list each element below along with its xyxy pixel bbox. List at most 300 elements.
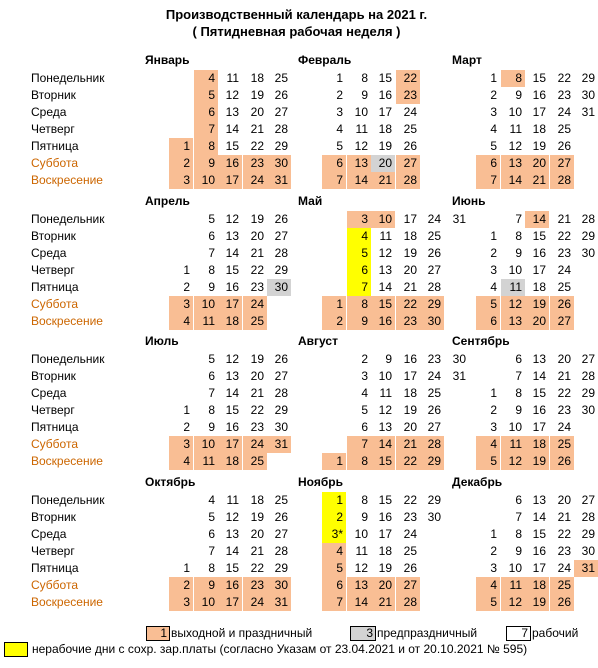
day-cell: 12 (225, 352, 239, 366)
day-cell: 2 (169, 155, 193, 172)
day-cell: 20 (371, 577, 395, 594)
day-cell: 16 (532, 246, 546, 260)
day-cell: 29 (274, 561, 288, 575)
day-cell: 11 (501, 577, 525, 594)
day-cell: 26 (550, 453, 574, 470)
day-cell: 12 (378, 403, 392, 417)
day-cell: 28 (274, 544, 288, 558)
day-cell: 2 (322, 313, 346, 330)
day-cell: 2 (336, 88, 343, 102)
day-cell: 19 (378, 139, 392, 153)
day-cell: 28 (581, 212, 595, 226)
month-name: Май (298, 194, 323, 208)
day-cell: 13 (378, 420, 392, 434)
day-cell: 4 (490, 122, 497, 136)
day-cell: 25 (550, 436, 574, 453)
day-cell: 6 (515, 493, 522, 507)
month-name: Ноябрь (298, 475, 343, 489)
day-cell: 4 (476, 577, 500, 594)
day-cell: 26 (274, 88, 288, 102)
day-cell: 5 (347, 245, 371, 262)
weekday-label: Среда (31, 386, 67, 400)
weekday-label: Суббота (31, 156, 78, 170)
day-cell: 28 (274, 386, 288, 400)
day-cell: 6 (515, 352, 522, 366)
day-cell: 21 (403, 280, 417, 294)
day-cell: 10 (194, 436, 218, 453)
day-cell: 7 (515, 510, 522, 524)
day-cell: 1 (490, 386, 497, 400)
day-cell: 2 (322, 509, 346, 526)
day-cell: 27 (274, 229, 288, 243)
day-cell: 29 (274, 403, 288, 417)
day-cell: 23 (557, 403, 571, 417)
day-cell: 18 (532, 280, 546, 294)
day-cell: 23 (557, 246, 571, 260)
day-cell: 13 (225, 229, 239, 243)
day-cell: 9 (208, 420, 215, 434)
day-cell: 11 (226, 493, 239, 507)
weekday-label: Воскресение (31, 595, 103, 609)
day-cell: 4 (322, 543, 346, 560)
day-cell: 22 (557, 386, 571, 400)
day-cell: 5 (476, 594, 500, 611)
month-name: Август (298, 334, 338, 348)
day-cell: 8 (361, 493, 368, 507)
day-cell: 11 (194, 453, 218, 470)
day-cell: 13 (378, 263, 392, 277)
day-cell: 27 (274, 527, 288, 541)
day-cell: 1 (322, 453, 346, 470)
day-cell: 26 (427, 403, 441, 417)
day-cell: 10 (194, 594, 218, 611)
day-cell: 30 (420, 313, 444, 330)
day-cell: 17 (403, 212, 417, 226)
day-cell: 22 (250, 403, 264, 417)
day-cell: 25 (243, 453, 267, 470)
day-cell: 17 (218, 172, 242, 189)
day-cell: 16 (532, 544, 546, 558)
day-cell: 5 (208, 352, 215, 366)
day-cell: 21 (371, 594, 395, 611)
day-cell: 12 (225, 212, 239, 226)
day-cell: 7 (208, 544, 215, 558)
day-cell: 11 (194, 313, 218, 330)
day-cell: 12 (354, 561, 368, 575)
day-cell: 18 (525, 577, 549, 594)
weekday-label: Понедельник (31, 352, 105, 366)
day-cell: 2 (361, 352, 368, 366)
day-cell: 3 (169, 172, 193, 189)
day-cell: 27 (581, 352, 595, 366)
day-cell: 24 (243, 172, 267, 189)
day-cell: 17 (378, 105, 392, 119)
day-cell: 19 (403, 403, 417, 417)
day-cell: 10 (508, 420, 522, 434)
weekday-label: Понедельник (31, 71, 105, 85)
day-cell: 24 (243, 296, 267, 313)
day-cell: 15 (371, 453, 395, 470)
day-cell: 20 (371, 155, 395, 172)
day-cell: 19 (525, 453, 549, 470)
day-cell: 14 (378, 280, 392, 294)
legend-working-swatch: 7 (506, 626, 531, 641)
day-cell: 21 (525, 172, 549, 189)
day-cell: 9 (361, 88, 368, 102)
day-cell: 23 (250, 420, 264, 434)
day-cell: 9 (515, 403, 522, 417)
day-cell: 13 (225, 527, 239, 541)
day-cell: 27 (427, 263, 441, 277)
day-cell: 2 (490, 88, 497, 102)
day-cell: 5 (208, 510, 215, 524)
month-name: Сентябрь (452, 334, 510, 348)
day-cell: 8 (501, 70, 525, 87)
day-cell: 25 (403, 122, 417, 136)
day-cell: 1 (183, 403, 190, 417)
day-cell: 14 (225, 544, 239, 558)
day-cell: 29 (274, 263, 288, 277)
day-cell: 23 (557, 544, 571, 558)
weekday-label: Пятница (31, 139, 79, 153)
day-cell: 25 (274, 493, 288, 507)
day-cell: 29 (581, 386, 595, 400)
day-cell: 14 (501, 172, 525, 189)
day-cell: 6 (322, 577, 346, 594)
day-cell: 7 (208, 386, 215, 400)
day-cell: 12 (501, 594, 525, 611)
day-cell: 17 (532, 561, 546, 575)
day-cell: 15 (225, 139, 239, 153)
day-cell: 29 (581, 527, 595, 541)
day-cell: 3 (336, 105, 343, 119)
day-cell: 8 (515, 386, 522, 400)
day-cell: 26 (557, 139, 571, 153)
day-cell: 27 (274, 105, 288, 119)
weekday-label: Среда (31, 246, 67, 260)
day-cell: 10 (354, 105, 368, 119)
day-cell: 31 (267, 436, 291, 453)
day-cell: 4 (347, 228, 371, 245)
day-cell: 10 (508, 105, 522, 119)
day-cell: 27 (427, 420, 441, 434)
day-cell: 18 (403, 386, 417, 400)
day-cell: 7 (208, 246, 215, 260)
legend-holiday-swatch: 1 (146, 626, 170, 641)
day-cell: 30 (267, 155, 291, 172)
day-cell: 27 (396, 155, 420, 172)
day-cell: 10 (371, 211, 395, 228)
day-cell: 21 (250, 246, 264, 260)
month-name: Март (452, 53, 482, 67)
day-cell: 20 (250, 105, 264, 119)
day-cell: 1 (490, 527, 497, 541)
day-cell: 1 (183, 561, 190, 575)
day-cell: 25 (557, 122, 571, 136)
day-cell: 7 (322, 594, 346, 611)
day-cell: 21 (396, 436, 420, 453)
day-cell: 28 (581, 510, 595, 524)
day-cell: 16 (225, 420, 239, 434)
weekday-label: Вторник (31, 369, 76, 383)
day-cell: 16 (532, 403, 546, 417)
day-cell: 13 (347, 155, 371, 172)
day-cell: 17 (218, 594, 242, 611)
day-cell: 15 (532, 229, 546, 243)
day-cell: 11 (379, 386, 392, 400)
day-cell: 18 (525, 436, 549, 453)
day-cell: 26 (274, 510, 288, 524)
day-cell: 3 (490, 420, 497, 434)
day-cell: 26 (403, 139, 417, 153)
day-cell: 25 (403, 544, 417, 558)
day-cell: 19 (532, 139, 546, 153)
weekday-label: Четверг (31, 263, 75, 277)
day-cell: 15 (532, 386, 546, 400)
day-cell: 22 (396, 453, 420, 470)
day-cell: 23 (250, 280, 264, 294)
day-cell: 1 (322, 296, 346, 313)
day-cell: 27 (550, 155, 574, 172)
weekday-label: Четверг (31, 544, 75, 558)
day-cell: 24 (243, 436, 267, 453)
day-cell: 31 (452, 212, 466, 226)
day-cell: 8 (347, 296, 371, 313)
day-cell: 25 (243, 313, 267, 330)
day-cell: 19 (525, 594, 549, 611)
day-cell: 3 (490, 263, 497, 277)
day-cell: 24 (403, 527, 417, 541)
day-cell: 17 (532, 420, 546, 434)
day-cell: 6 (322, 155, 346, 172)
day-cell: 18 (218, 313, 242, 330)
day-cell: 16 (218, 155, 242, 172)
day-cell: 28 (427, 280, 441, 294)
day-cell: 7 (515, 369, 522, 383)
day-cell: 6 (476, 155, 500, 172)
day-cell: 18 (532, 122, 546, 136)
day-cell: 6 (208, 229, 215, 243)
day-cell: 21 (557, 369, 571, 383)
day-cell: 6 (347, 262, 371, 279)
day-cell: 17 (532, 105, 546, 119)
day-cell: 4 (169, 453, 193, 470)
day-cell: 22 (250, 561, 264, 575)
day-cell: 31 (574, 560, 598, 577)
day-cell: 4 (194, 70, 218, 87)
day-cell: 30 (452, 352, 466, 366)
day-cell: 28 (274, 246, 288, 260)
day-cell: 14 (225, 122, 239, 136)
day-cell: 30 (581, 88, 595, 102)
day-cell: 21 (557, 212, 571, 226)
day-cell: 5 (208, 212, 215, 226)
day-cell: 4 (336, 122, 343, 136)
day-cell: 16 (225, 280, 239, 294)
day-cell: 25 (427, 386, 441, 400)
day-cell: 18 (378, 122, 392, 136)
day-cell: 3 (361, 369, 368, 383)
day-cell: 1 (322, 492, 346, 509)
day-cell: 8 (194, 138, 218, 155)
day-cell: 24 (427, 212, 441, 226)
day-cell: 12 (501, 296, 525, 313)
day-cell: 15 (225, 561, 239, 575)
day-cell: 19 (250, 352, 264, 366)
day-cell: 12 (354, 139, 368, 153)
day-cell: 31 (267, 172, 291, 189)
day-cell: 23 (403, 510, 417, 524)
day-cell: 20 (525, 313, 549, 330)
day-cell: 24 (557, 263, 571, 277)
day-cell: 4 (169, 313, 193, 330)
legend-holiday-label: выходной и праздничный (171, 626, 313, 640)
day-cell: 26 (274, 212, 288, 226)
day-cell: 23 (427, 352, 441, 366)
weekday-label: Четверг (31, 122, 75, 136)
day-cell: 22 (557, 229, 571, 243)
day-cell: 16 (532, 88, 546, 102)
month-name: Апрель (145, 194, 190, 208)
day-cell: 22 (396, 70, 420, 87)
day-cell: 13 (501, 155, 525, 172)
day-cell: 30 (581, 246, 595, 260)
legend-nonworking-label: нерабочие дни с сохр. зар.платы (согласно Указам от 23.04.2021 и от 20.10.2021 № 595) (32, 642, 528, 656)
day-cell: 31 (452, 369, 466, 383)
day-cell: 4 (476, 436, 500, 453)
day-cell: 12 (225, 510, 239, 524)
day-cell: 11 (501, 279, 525, 296)
day-cell: 14 (371, 436, 395, 453)
day-cell: 22 (396, 296, 420, 313)
day-cell: 23 (243, 577, 267, 594)
day-cell: 14 (532, 510, 546, 524)
day-cell: 13 (225, 105, 239, 119)
day-cell: 16 (371, 313, 395, 330)
day-cell: 19 (250, 510, 264, 524)
day-cell: 7 (515, 212, 522, 226)
day-cell: 20 (250, 527, 264, 541)
day-cell: 25 (427, 229, 441, 243)
day-cell: 30 (427, 510, 441, 524)
weekday-label: Пятница (31, 420, 79, 434)
day-cell: 17 (378, 527, 392, 541)
legend-preholiday-label: предпраздничный (377, 626, 478, 640)
day-cell: 2 (169, 577, 193, 594)
day-cell: 3 (490, 561, 497, 575)
day-cell: 31 (267, 594, 291, 611)
day-cell: 7 (347, 279, 371, 296)
day-cell: 24 (557, 420, 571, 434)
day-cell: 3 (347, 211, 371, 228)
day-cell: 29 (581, 229, 595, 243)
day-cell: 4 (490, 280, 497, 294)
day-cell: 4 (208, 493, 215, 507)
day-cell: 23 (243, 155, 267, 172)
weekday-label: Суббота (31, 437, 78, 451)
day-cell: 1 (183, 263, 190, 277)
day-cell: 8 (208, 263, 215, 277)
day-cell: 13 (347, 577, 371, 594)
day-cell: 7 (347, 436, 371, 453)
day-cell: 2 (490, 403, 497, 417)
day-cell: 29 (427, 493, 441, 507)
weekday-label: Воскресение (31, 314, 103, 328)
day-cell: 12 (225, 88, 239, 102)
day-cell: 26 (403, 561, 417, 575)
day-cell: 26 (274, 352, 288, 366)
day-cell: 12 (508, 139, 522, 153)
day-cell: 2 (490, 246, 497, 260)
day-cell: 29 (581, 71, 595, 85)
day-cell: 16 (218, 577, 242, 594)
day-cell: 18 (250, 493, 264, 507)
day-cell: 31 (581, 105, 595, 119)
month-name: Февраль (298, 53, 352, 67)
day-cell: 14 (525, 211, 549, 228)
day-cell: 16 (403, 352, 417, 366)
day-cell: 18 (218, 453, 242, 470)
day-cell: 22 (403, 493, 417, 507)
day-cell: 3 (490, 105, 497, 119)
day-cell: 5 (490, 139, 497, 153)
day-cell: 21 (557, 510, 571, 524)
day-cell: 13 (532, 493, 546, 507)
day-cell: 18 (403, 229, 417, 243)
day-cell: 11 (355, 122, 368, 136)
day-cell: 2 (183, 420, 190, 434)
day-cell: 24 (557, 105, 571, 119)
day-cell: 20 (557, 352, 571, 366)
day-cell: 19 (250, 88, 264, 102)
day-cell: 30 (274, 420, 288, 434)
month-name: Январь (145, 53, 190, 67)
day-cell: 19 (378, 561, 392, 575)
day-cell: 24 (243, 594, 267, 611)
day-cell: 27 (550, 313, 574, 330)
day-cell: 11 (509, 122, 522, 136)
day-cell: 17 (532, 263, 546, 277)
day-cell: 14 (532, 369, 546, 383)
weekday-label: Вторник (31, 88, 76, 102)
day-cell: 14 (347, 594, 371, 611)
day-cell: 9 (194, 155, 218, 172)
day-cell: 22 (557, 71, 571, 85)
day-cell: 5 (194, 87, 218, 104)
month-name: Декабрь (452, 475, 503, 489)
day-cell: 15 (532, 71, 546, 85)
day-cell: 6 (208, 369, 215, 383)
day-cell: 16 (378, 510, 392, 524)
day-cell: 30 (581, 403, 595, 417)
day-cell: 5 (476, 296, 500, 313)
day-cell: 21 (250, 386, 264, 400)
day-cell: 14 (225, 386, 239, 400)
weekday-label: Понедельник (31, 493, 105, 507)
day-cell: 11 (226, 71, 239, 85)
weekday-label: Воскресение (31, 454, 103, 468)
day-cell: 6 (476, 313, 500, 330)
day-cell: 21 (250, 122, 264, 136)
weekday-label: Четверг (31, 403, 75, 417)
day-cell: 8 (208, 561, 215, 575)
day-cell: 28 (420, 436, 444, 453)
day-cell: 23 (557, 88, 571, 102)
day-cell: 9 (515, 246, 522, 260)
day-cell: 22 (557, 527, 571, 541)
weekday-label: Пятница (31, 280, 79, 294)
day-cell: 10 (354, 527, 368, 541)
